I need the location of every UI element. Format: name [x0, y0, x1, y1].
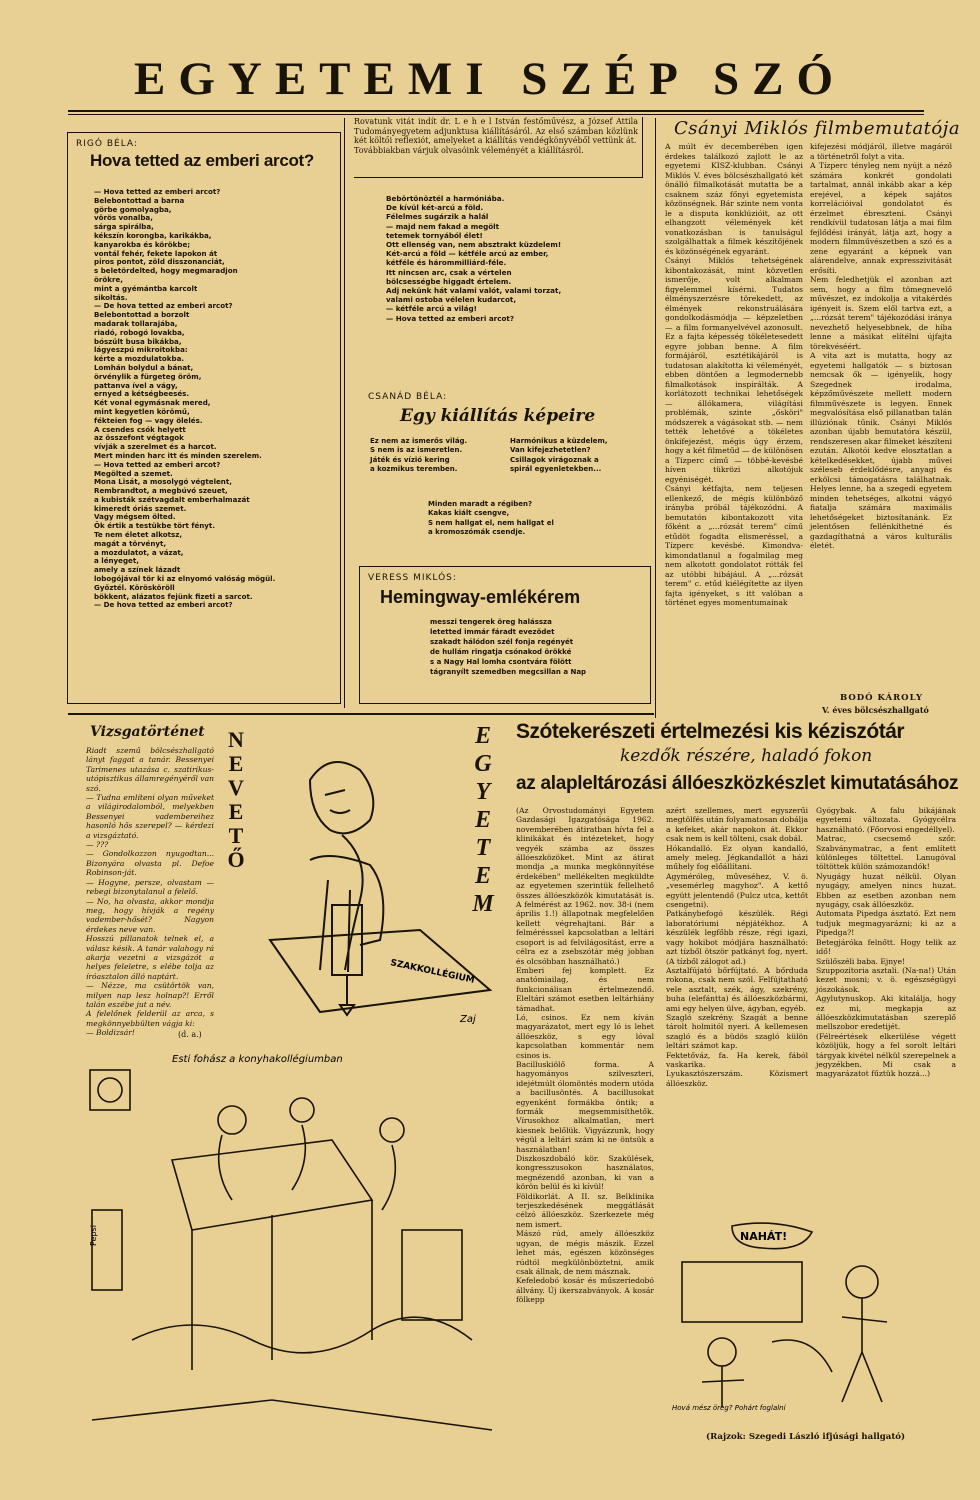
szotek-column-2: azért szellemes, mert egyszerűi megtölfés után folyamatosan dobálja a kefeket, akár napokon át. Ekkor csak nem is kell tölteni, csak dobál. Hókandalló. Ez olyan kandalló, amely meleg. Jégkandallót a házi műhely fog előállítani. Agyméróleg, műveséhez, V. ö. „vesemérleg magyhoz". A kettő együtt jelentendő (Pulcz utca, kettőt csengetni). Patkánybefogó készülék. Régi laboratóriumi népjátékhoz. A készülék legfőbb része, régi igazi, vagy hokibot módjára használható: azt tízből ötször patkányt fog, nyert. (A tízből zálogot ad.) Asztalfújató bőrfújtató. A bőrduda rokona, csak nem szól. Felfújtatható vele asztalt, szék, ágy, szekrény, buha (elefántta) és állóeszközbármi, ami egy helyen ülve, ágyban, egyéb. Szagló szekrény. Szagát a benne tárolt holmitól nyeri. A kellemesen szagló és a büdös szagló külön leltári számot kap. Fektetőváz, fa. Ha kerek, fából vaskarika. Lyukasztószerszám. Közismert állóeszköz.: [666, 806, 808, 1088]
szotek-subtitle: kezdők részére, haladó fokon: [620, 746, 873, 766]
film-divider: [655, 118, 656, 718]
film-column-1: A múlt év decemberében igen érdekes találkozó zajlott le az egyetemi KISZ-klubban. Csányi Miklós V. éves bölcsészhallgató két önálló filmalkotását mutatta be a csaknem száz főnyi egyetemista közönségnek. Bár szinte nem vonta le a disputa konklúzióit, az ott elhangzott vélemények két vonatkozásban is tanulságul szolgálhattak a filmek készítőjének és közönségének egyaránt. Csányi Miklós tehetségének kibontakozását, mint közvetlen ismerője, volt alkalmam figyelemmel kísérni. Tudatos élményszerzésre törekedett, az élmények rekonstruálására gondolkodásmódja — képzeletben — a film formanyelvével azonosult. Ez a fajta képesség tökéletesedett egyre jobban benne. A film formájáról, esztétikájáról is tudatosan alakította ki véleményét, ebben döntően a legmodernebb filmalkotások inspirálták. A korlátozott technikai lehetőségek — állókamera, világítási problémák, szinte „ősköri" módszerek a vágásokat stb. — nem tették lehetővé a tökéletes önkifejezést, mégis úgy érzem, hogy a két filmetűd — de különösen a Tízperc című — többé-kevésbé híven tükrözi alkotójuk egyéniségét. Csányi kétfajta, nem teljesen ellenkező, de mégis különböző irányba próbál tájékozódni. A bemutatón kibontakozott vita főként a „...rózsát terem" című etűdöt fogadta elismeréssel, a Tízperc kevésbé. Kimondva-kimondatlanul a fogalmilag meg nem alkotott gondolatot rótták fel az utóbbi hibájául. A „...rózsát terem" c. etűd kiélégítette az ilyen fajta igényeket, s itt valóban a történet egyes momentumainak: [665, 142, 803, 607]
nahat-text: NAHÁT!: [740, 1230, 788, 1243]
cartoon-kitchen: [72, 1040, 502, 1460]
cafe-caption: Hová mész öreg? Pohárt foglalni: [672, 1404, 786, 1412]
szotek-column-3: Gyógybak. A falu bikájának egyetemi változata. Gyógycélra használható. (Főorvosi engedéllyel). Matrac, csecsemő szőr. Szabványmatrac, a fent említett különleges töltettel. Lanugóval töltöttek külön számozandók! Nyugágy huzat nélkül. Olyan nyugágy, amelyen nincs huzat. Ebben az esetben azonban nem nyugágy, csak állóeszköz. Automata Pipedga ásztató. Ezt nem tudjuk megmagyarázni; ki az a Pipedga?! Betegjárókа felnőtt. Hogy telik az idő! Szülőszéli baba. Ejnye! Szuppozitoria asztali. (Na-na!) Után kezet mosni; v. ö. egészségügyi jószokások. Agylutynuskop. Aki kitalálja, hogy ez mi, megkapja az állóeszközkimutatásban szereplő mellszobor eredetijét. (Félreértések elkerülése végett közöljük, hogy a fel sorolt leltári tárgyak kivétel nélkül szerepelnek a jegyzékben. Mi csak a magyarázatot fűztük hozzá...): [816, 806, 956, 1079]
cartoon-drill: [250, 740, 498, 1030]
egyetem-letter: E: [474, 723, 491, 749]
vizsga-text: Riadt szemű bölcsészhallgató lányt faggat a tanár. Bessenyei Tarimenes utazása c. szatirikus-utópisztikus államregényéről van szó. — Tudna említeni olyan műveket a világirodalomból, melyekben Bessenyei vadembereihez hasonló hős szerepel? — kérdezi a vizsgáztató. — ??? — Gondolkozzon nyugodtan... Bizonyára olvasta pl. Defoe Robinson-ját. — Hogyne, persze, olvastam — rebegi bizonytalanul a felelő. — No, ha olvasta, akkor mondja meg, hogy hívják a regény vadember-hősét? Nagyon érdekes neve van. Hosszú pillanatok telnek el, a válasz késik. A tanár valahogy rá akarja vezetni a vizsgázót a helyes feleletre, s elébe tolja az íróasztalon álló naptárt. — Nézze, ma csütörtök van, milyen nap lesz holnap?! Erről talán eszébe jut a név. A felelőnek felderül az arca, s megkönnyebbülten vágja ki: — Boldizsár!: [86, 746, 215, 1038]
bottle-label: Pepsi: [89, 1225, 98, 1246]
veress-author: VERESS MIKLÓS:: [368, 573, 457, 583]
veress-poem-text: messzi tengerek öreg halássza letetted immár fáradt eveződet szakadt hálódon szél fonja regényét de hullám ringatja csónakod örökké s a Nagy Hal lomha csontvára fölött tágranyílt szemedben megcsillan a Nap: [430, 618, 587, 676]
egyetem-letter: E: [474, 807, 491, 833]
veress-box: [359, 566, 651, 704]
intro-text: Rovatunk vitát indít dr. L e h e l István festőművész, a József Attila Tudományegyetem adjunktusa kiállításáról. Az első számban közlünk két költői reflexiót, amelyeket a kiállítás vendégkönyvéből vettünk át. Továbbiakban várjuk olvasóink véleményét a kiállításról.: [354, 117, 643, 178]
rigo-poem-box: [67, 132, 341, 704]
masthead-rule: [68, 110, 924, 112]
csanad-end-stanza: Minden maradt a régiben? Kakas kiált csengve, S nem hallgat el, nem hallgat el a kromoszómák csendje.: [428, 500, 554, 537]
egyetem-letter: Y: [475, 779, 491, 805]
egyetem-letter: G: [474, 751, 492, 777]
veress-title: Hemingway-emlékérem: [380, 587, 581, 607]
egyetem-letter: T: [475, 835, 491, 861]
left-divider: [344, 118, 345, 708]
rigo-title: Hova tetted az emberi arcot?: [90, 151, 314, 170]
mid-rule-left: [68, 713, 654, 715]
csanad-left-stanza: Ez nem az ismerős világ. S nem is az ismeretlen. Játék és vízió kering a kozmikus teremben.: [370, 437, 468, 474]
nevet-letter: T: [228, 823, 244, 848]
nevet-letter: V: [228, 775, 244, 800]
vizsga-signature: (d. a.): [178, 1030, 202, 1039]
csanad-right-stanza: Harmónikus a küzdelem, Van kifejezhetetlen? Csillagok virágoznak a spirál egyenletekben...: [510, 437, 608, 474]
rigo-poem-text: — Hova tetted az emberi arcot? Belebontottad a barna görbe gomolyagba, vörös vonalba, sárga spirálba, kékszín korongba, karikákba, kanyarokba és körökbe; vontál fehér, fekete lapokon át piros pontot, zöld disszonanciát, s beletördelted, hogy megmaradjon örökre, mint a gyémántba karcolt sikoltás. — De hova tetted az emberi arcot? Belebontottad a borzolt madarak tollarajába, riadó, robogó lovakba, bószült busa bikákba, lágyeszpú mikroitokba: kérte a mozdulatokba. Lomhán bolydul a bánat, örvénylik a fürgeteg öröm, pattanva ível a vágy, ernyed a kétségbeesés. Két vonal egymásnak mered, mint kegyetlen körömű, fékteien fog — vagy ölelés. A csendes csók helyett az összefont végtagok vívják a szerelmet és a harcot. Mert minden harc itt és minden szerelem. — Hova tetted az emberi arcot? Megölted a szemet. Mona Lisát, a mosolygó végtelent, Rembrandtot, a megbúvó szeuet, a kubisták szétvagdalt emberhalmazát kimeredt óriás szemet. Vagy mégsem ölted. Ök értik a testükbe tört fényt. Te nem életet alkotsz, magát a törvényt, a mozdulatot, a vázat, a lényeget, amely a színek lázadt lobogójával tör ki az elnyomó valóság mögül. Győztél. Körösköröll bökkent, alázatos fejünk fizeti a sarcot. — De hova tetted az emberi arcot?: [94, 187, 276, 610]
nevet-vertical: [222, 728, 250, 872]
nevet-letter: Ő: [227, 847, 245, 872]
nevet-letter: E: [228, 751, 244, 776]
film-column-2: kifejezési módjáról, illetve magáról a történetről folyt a vita. A Tízperc tényleg nem nyújt a néző számára konkrét gondolati tartalmat, annál inkább akar a kép erejével, a képek sajátos korrelációival gondolatot és érzelmet ébreszteni. Csányi rendkívül tudatosan látja a mai film fejlődési irányát, látja azt, hogy a modern filmművészetben a szó és a zene egyaránt a képnek van alárendelve, annak expresszivitását erősíti. Nem feledhetjük el azonban azt sem, hogy a film tömegnevelő művészet, ez indokolja a vitakérdés igényeit is. Szem elől tartva ezt, a „...rózsát terem" tájékozódási iránya nevezhető helyesebbnek, de híba lenne a másikat elítélni újfajta törekvéséért. A vita azt is mutatta, hogy az egyetemi hallgatók — s biztosan nemcsak ők — igényelik, hogy Szegednek irodalma, képzőművészete mellett modern filmművészete is legyen. Ennek megvalósítása első pillanatban talán illúziónak tűnik. Csányi Miklós azonban újabb bemutatóra készül, rendszeresen akar filmeket készíteni ezután. Alkotói kedve elosztatlan a kételkedésekket, újabb művei széleseb érdeklődésre, anyagi és erkölcsi támogatásra találhatnak. Helyes lenne, ha a szegedi egyetem minden tehetséges, alkotni vágyó fiatalja számára maximális lehetőségeket biztosítanánk. Ez jelentősen fellénkíthetné és gazdagíthatná a város kulturális életét.: [810, 142, 952, 550]
cartoon-caption: Esti fohász a konyhakollégiumban: [172, 1054, 343, 1065]
drawings-credit: (Rajzok: Szegedi László ifjúsági hallgató): [706, 1432, 906, 1442]
szotek-subtitle-2: az alapleltározási állóeszközkészlet kimutatásához: [516, 773, 959, 794]
vizsga-title: Vizsgatörténet: [90, 724, 205, 740]
second-poem: Bebörtönöztél a harmóniába. De kívül két-arcú a föld. Félelmes sugárzik a halál — majd nem fakad a megölt tetemek tornyából élet! Ott ellenség van, nem absztrakt küzdelem! Két-arcú a föld — kétféle arcú az ember, kétféle és hárommilliárd-féle. Itt nincsen arc, csak a vértelen bölcsességbe higgadt értelem. Adj nekünk hát valami valót, valami torzat, valami ostoba vélelen kudarcot, — kétféle arcú a világ! — Hova tetted az emberi arcot?: [386, 194, 562, 323]
szotek-title: Szótekerészeti értelmezési kis kéziszótár: [516, 720, 905, 743]
film-title: Csányi Miklós filmbemutatója: [674, 118, 961, 139]
masthead-rule-thin: [68, 114, 924, 115]
nevet-letter: N: [228, 727, 244, 752]
film-signature-sub: V. éves bölcsészhallgató: [822, 705, 929, 715]
egyetem-letter: E: [474, 863, 491, 889]
rigo-author: RIGÓ BÉLA:: [76, 139, 138, 149]
nevet-letter: E: [228, 799, 244, 824]
csanad-author: CSANÁD BÉLA:: [368, 392, 448, 402]
cartoon-label: SZAKKOLLÉGIUM: [389, 958, 476, 986]
csanad-title: Egy kiállítás képeire: [400, 406, 596, 426]
masthead-title: EGYETEMI SZÉP SZÓ: [133, 53, 847, 105]
cartoon-cafe: [662, 1222, 958, 1422]
cartoon-signature: Zaj: [460, 1014, 476, 1025]
egyetem-letter: M: [472, 891, 494, 917]
film-signature: BODÓ KÁROLY: [840, 693, 924, 703]
szotek-column-1: (Az Orvostudományi Egyetem Gazdasági Igazgatósága 1962. novemberében átiratban hívta fel a klinikákat és intézeteket, hogy vegyék számba az összes állóeszközöket. Mint az átirat mondja „a munka megkönnyítése érdekében" mellékelten megküldte az egyetemen szerintük fellelhető összes állóeszközök kimutatását is. A felmérést az 1962. nov. 38-i (nem április 1.!) állapotnak megfelelően kellett végrehajtani. Bár a felmérésssel kapcsolatban a leltári csoport is ad felvilágosítást, erre a célra ez a zsebszótár még jobban és olcsóbban használható.) Emberi fej komplett. Ez anatómiailag, és nem funkcionálisan értelmezendő. Eleltári számot esetben leltárhiány támadhat. Ló, csinos. Ez nem kíván magyarázatot, mert egy ló is lehet állóeszköz, s egy lóval kapcsolatban kommentár nem csinos is. Bacilluskiölő forma. A hagyományos szilveszteri, idejétmúlt ólomöntés modern utóda a bacillusöntés. A bacillusokat egyenként formákba öntik; a formák megsemmisíthetők. Vírusokhoz alkalmatlan, mert kiesnek belőlük. Vigyázzunk, hogy végül a leltári szám ki ne öntsük a használatban! Diszkoszdobáló kör. Szakülések, kongresszusokon használatos, megnézendő azonban, ki van a körön belül és ki kívül! Földikorlát. A II. sz. Belklinika terjeszkedésének meggátlását célzó állóeszköz. Szerkezete még nem ismert. Mászó rúd, amely állóeszköz ugyan, de mégis mászik. Ezzel lehet más, egészen közönséges rúdtól megkülönböztetni, amik csak állnak, de nem másznak. Kefeledobó kosár és műszeriedobó állvány. Új ikerszabványok. A kosár fölkepp: [516, 806, 654, 1305]
